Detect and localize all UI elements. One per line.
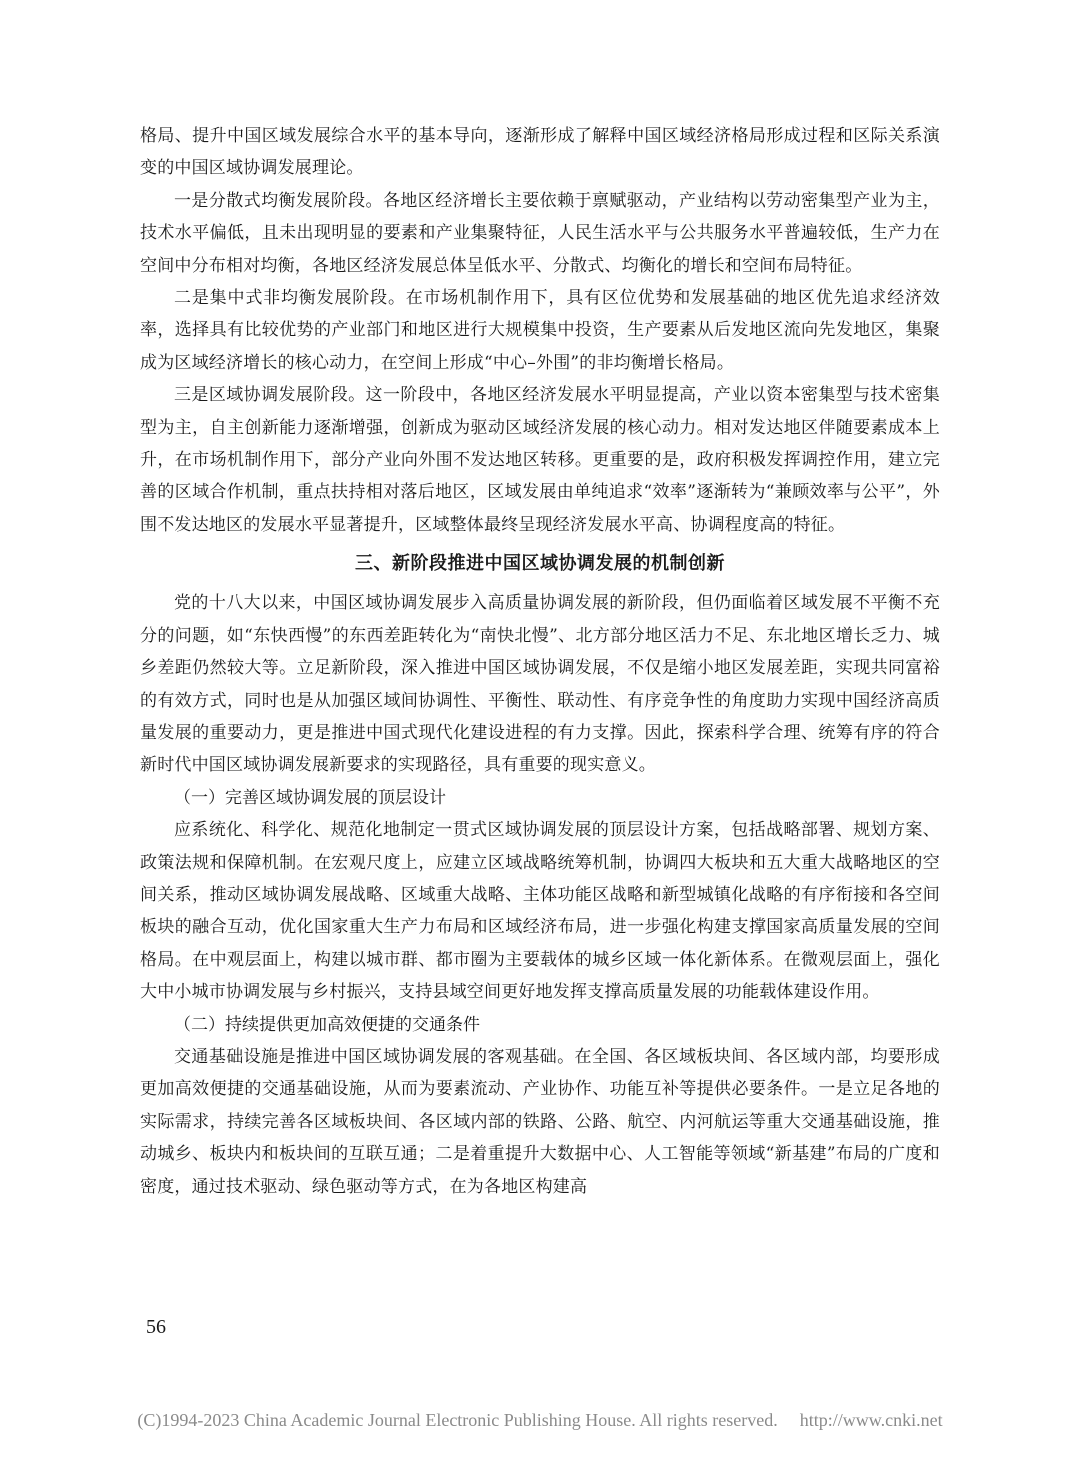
footer-url[interactable]: http://www.cnki.net <box>799 1410 943 1430</box>
subsection-body-top-level-design: 应系统化、科学化、规范化地制定一贯式区域协调发展的顶层设计方案，包括战略部署、规划方案、政策法规和保障机制。在宏观尺度上，应建立区域战略统筹机制，协调四大板块和五大重大战略地区的空间关系，推动区域协调发展战略、区域重大战略、主体功能区战略和新型城镇化战略的有序衔接和各空间板块的融合互动，优化国家重大生产力布局和区域经济布局，进一步强化构建支撑国家高质量发展的空间格局。在中观层面上，构建以城市群、都市圈为主要载体的城乡区域一体化新体系。在微观层面上，强化大中小城市协调发展与乡村振兴，支持县域空间更好地发挥支撑高质量发展的功能载体建设作用。 <box>140 820 940 1003</box>
paragraph-stage-one: 一是分散式均衡发展阶段。各地区经济增长主要依赖于禀赋驱动，产业结构以劳动密集型产业为主，技术水平偏低，且未出现明显的要素和产业集聚特征，人民生活水平与公共服务水平普遍较低，生产力在空间中分布相对均衡，各地区经济发展总体呈低水平、分散式、均衡化的增长和空间布局特征。 <box>140 190 940 276</box>
page-number: 56 <box>146 1316 166 1338</box>
footer-copyright: (C)1994-2023 China Academic Journal Electronic Publishing House. All rights reserved. <box>137 1410 778 1430</box>
subsection-heading-top-level-design: （一）完善区域协调发展的顶层设计 <box>174 787 446 808</box>
paragraph-stage-three: 三是区域协调发展阶段。这一阶段中，各地区经济发展水平明显提高，产业以资本密集型与技术密集型为主，自主创新能力逐渐增强，创新成为驱动区域经济发展的核心动力。相对发达地区伴随要素成本上升，在市场机制作用下，部分产业向外围不发达地区转移。更重要的是，政府积极发挥调控作用，建立完善的区域合作机制，重点扶持相对落后地区，区域发展由单纯追求“效率”逐渐转为“兼顾效率与公平”，外围不发达地区的发展水平显著提升，区域整体最终呈现经济发展水平高、协调程度高的特征。 <box>140 385 940 535</box>
subsection-body-transport: 交通基础设施是推进中国区域协调发展的客观基础。在全国、各区域板块间、各区域内部，均要形成更加高效便捷的交通基础设施，从而为要素流动、产业协作、功能互补等提供必要条件。一是立足各地的实际需求，持续完善各区域板块间、各区域内部的铁路、公路、航空、内河航运等重大交通基础设施，推动城乡、板块内和板块间的互联互通；二是着重提升大数据中心、人工智能等领域“新基建”布局的广度和密度，通过技术驱动、绿色驱动等方式，在为各地区构建高 <box>140 1046 940 1197</box>
section-intro-paragraph: 党的十八大以来，中国区域协调发展步入高质量协调发展的新阶段，但仍面临着区域发展不平衡不充分的问题，如“东快西慢”的东西差距转化为“南快北慢”、北方部分地区活力不足、东北地区增长乏力、城乡差距仍然较大等。立足新阶段，深入推进中国区域协调发展，不仅是缩小地区发展差距，实现共同富裕的有效方式，同时也是从加强区域间协调性、平衡性、联动性、有序竞争性的角度助力实现中国经济高质量发展的重要动力，更是推进中国式现代化建设进程的有力支撑。因此，探索科学合理、统筹有序的符合新时代中国区域协调发展新要求的实现路径，具有重要的现实意义。 <box>140 593 940 776</box>
section-title: 三、新阶段推进中国区域协调发展的机制创新 <box>355 553 725 575</box>
paragraph-continued: 格局、提升中国区域发展综合水平的基本导向，逐渐形成了解释中国区域经济格局形成过程和区际关系演变的中国区域协调发展理论。 <box>140 126 940 179</box>
paragraph-stage-two: 二是集中式非均衡发展阶段。在市场机制作用下，具有区位优势和发展基础的地区优先追求经济效率，选择具有比较优势的产业部门和地区进行大规模集中投资，生产要素从后发地区流向先发地区，集聚成为区域经济增长的核心动力，在空间上形成“中心–外围”的非均衡增长格局。 <box>140 288 940 373</box>
subsection-heading-transport: （二）持续提供更加高效便捷的交通条件 <box>174 1014 480 1035</box>
article-body <box>140 120 940 1203</box>
footer <box>0 1410 1080 1431</box>
